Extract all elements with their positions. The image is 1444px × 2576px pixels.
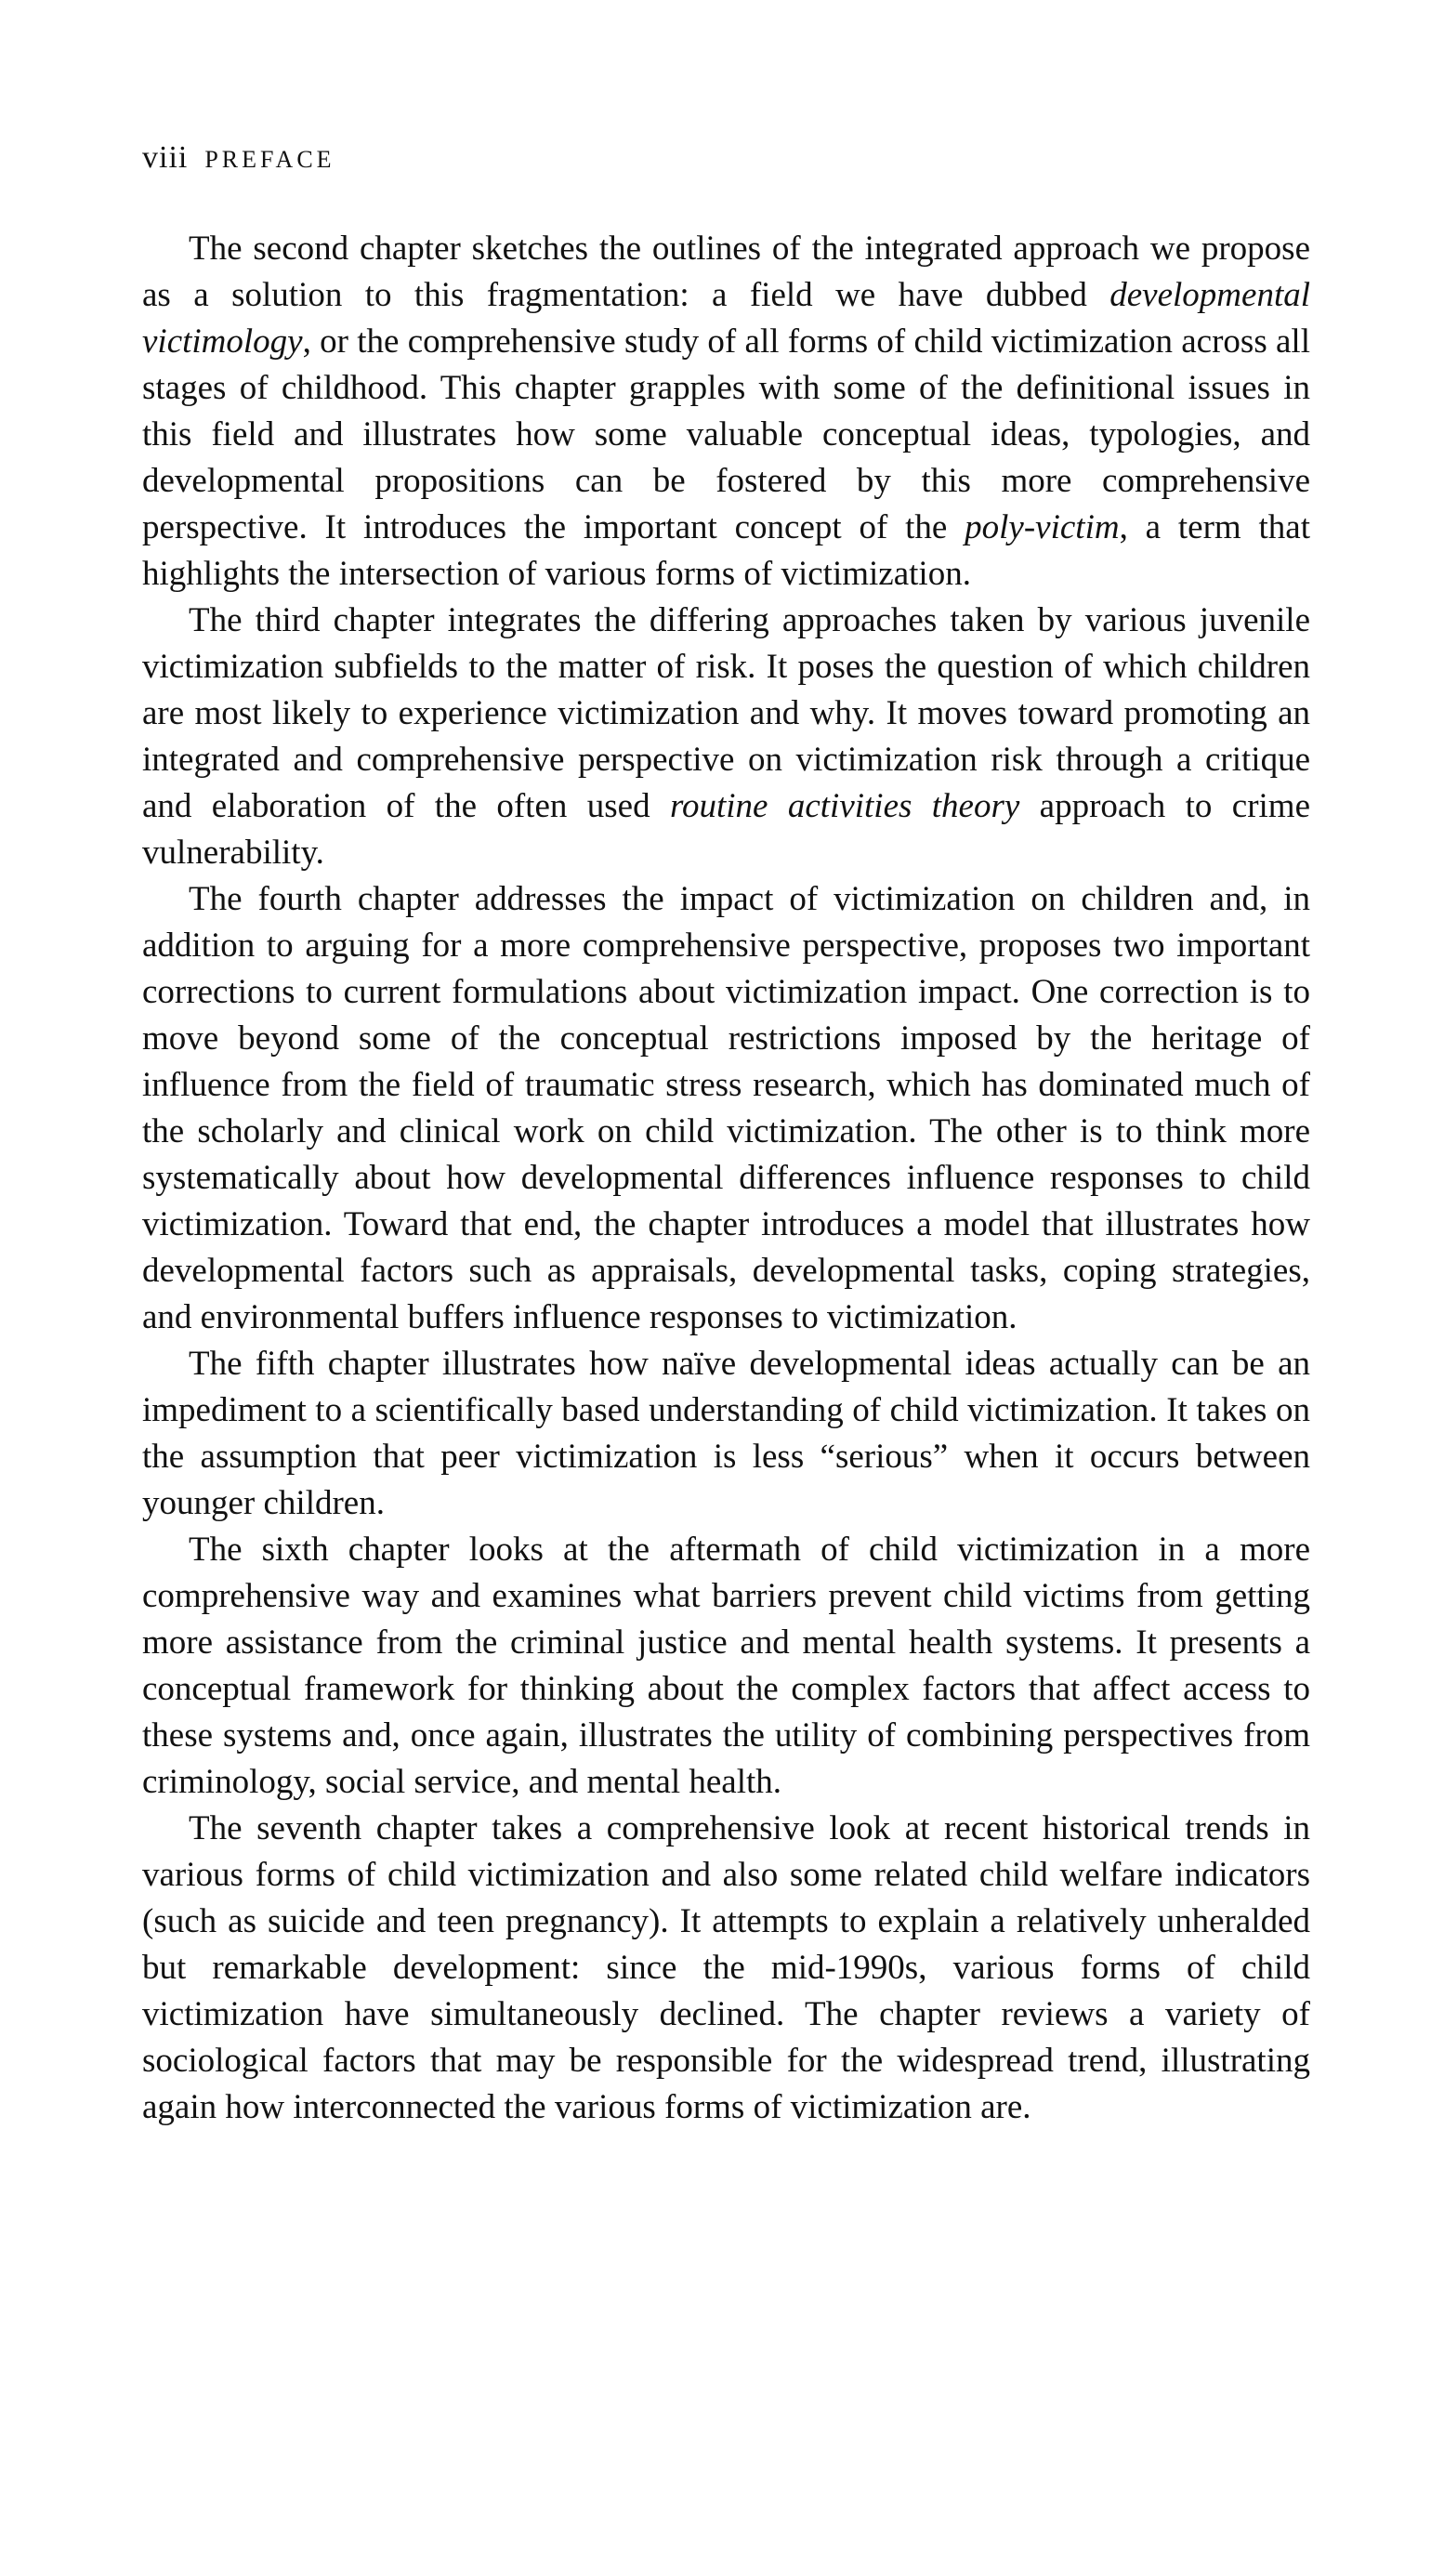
italic-term-poly-victim: poly-victim [965, 508, 1120, 546]
text-run: , a term that highlights the intersection of various forms of victimization. [142, 508, 1310, 593]
text-run: The sixth chapter looks at the aftermath of child victimization in a more comprehensive way and examines what barriers prevent child victims from getting more assistance from the criminal justice and mental health systems. It presents a conceptual framework for thinking about the complex factors that affect access to these systems and, once again, illustrates the utility of combining perspectives from criminology, social service, and mental health. [142, 1531, 1310, 1801]
text-run: The fifth chapter illustrates how naïve developmental ideas actually can be an impediment to a scientifically based understanding of child victimization. It takes on the assumption that peer victimization is less “serious” when it occurs between younger children. [142, 1345, 1310, 1522]
text-run: The seventh chapter takes a comprehensive look at recent historical trends in various forms of child victimization and also some related child welfare indicators (such as suicide and teen pregnancy). It attempts to explain a relatively unheralded but remarkable development: since the mid-1990s, various forms of child victimization have simultaneously declined. The chapter reviews a variety of sociological factors that may be responsible for the widespread trend, illustrating again how interconnected the various forms of victimization are. [142, 1809, 1310, 2126]
paragraph-second-chapter [142, 226, 1310, 598]
book-page [142, 0, 1310, 2576]
italic-term-developmental-victimology: developmental victimology [142, 276, 1310, 361]
paragraph-sixth-chapter [142, 1527, 1310, 1806]
body-text [142, 226, 1310, 2131]
text-run: The second chapter sketches the outlines of the integrated approach we propose as a solution to this fragmentation: a field we have dubbed [142, 230, 1310, 314]
running-head [142, 139, 335, 177]
running-title: PREFACE [204, 146, 335, 173]
italic-term-routine-activities-theory: routine activities theory [669, 787, 1020, 825]
text-run: approach to crime vulnerability. [142, 787, 1311, 872]
paragraph-fifth-chapter [142, 1341, 1310, 1527]
paragraph-seventh-chapter [142, 1806, 1310, 2131]
text-run: The third chapter integrates the differing approaches taken by various juvenile victimization subfields to the matter of risk. It poses the question of which children are most likely to experience victimization and why. It moves toward promoting an integrated and comprehensive perspective on victimization risk through a critique and elaboration of the often used [142, 601, 1310, 825]
page-number: viii [142, 140, 189, 175]
paragraph-third-chapter [142, 598, 1310, 876]
paragraph-fourth-chapter [142, 876, 1310, 1341]
text-run: , or the comprehensive study of all forms of child victimization across all stages of childhood. This chapter grapples with some of the definitional issues in this field and illustrates how some valuable conceptual ideas, typologies, and developmental propositions can be fostered by this more comprehensive perspective. It introduces the important concept of the [142, 322, 1310, 546]
text-run: The fourth chapter addresses the impact of victimization on children and, in addition to arguing for a more comprehensive perspective, proposes two important corrections to current formulations about victimization impact. One correction is to move beyond some of the conceptual restrictions imposed by the heritage of influence from the field of traumatic stress research, which has dominated much of the scholarly and clinical work on child victimization. The other is to think more systematically about how developmental differences influence responses to child victimization. Toward that end, the chapter introduces a model that illustrates how developmental factors such as appraisals, developmental tasks, coping strategies, and environmental buffers influence responses to victimization. [142, 880, 1310, 1336]
